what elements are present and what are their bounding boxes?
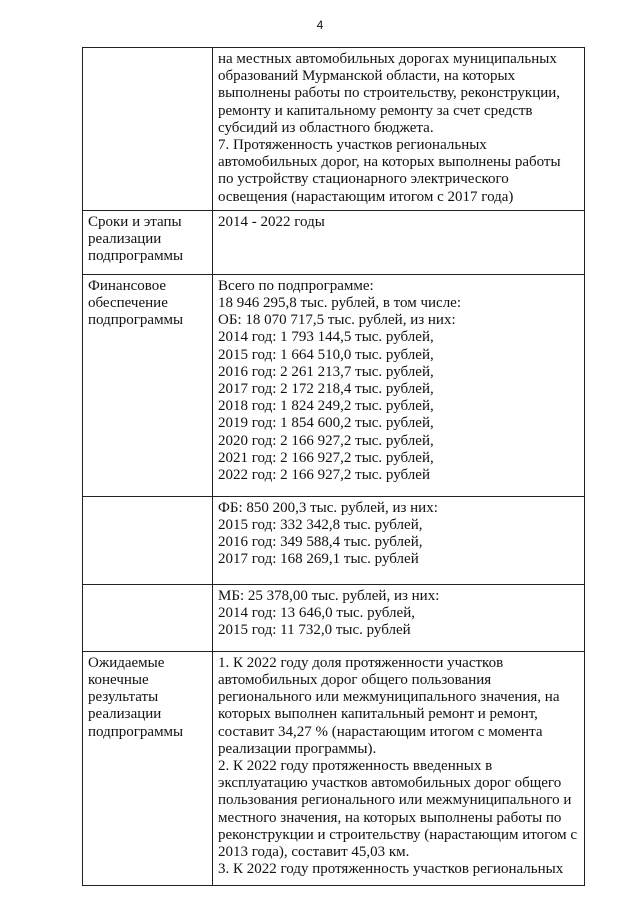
- label-line: реализации: [88, 706, 162, 723]
- row-value-cell: [213, 584, 585, 651]
- text-line: 2016 год: 349 588,4 тыс. рублей,: [218, 534, 423, 551]
- text-line: ОБ: 18 070 717,5 тыс. рублей, из них:: [218, 312, 456, 329]
- table-row: [83, 496, 585, 584]
- subprogram-passport-table: [82, 47, 585, 886]
- text-line: 2015 год: 332 342,8 тыс. рублей,: [218, 517, 423, 534]
- text-line: составит 34,27 % (нарастающим итогом с момента: [218, 723, 543, 740]
- text-line: 2017 год: 168 269,1 тыс. рублей: [218, 551, 419, 568]
- text-line: 2. К 2022 году протяженность введенных в: [218, 758, 493, 775]
- text-line: реконструкции и строительству (нарастающим итогом с: [218, 826, 577, 843]
- text-line: автомобильных дорог, на которых выполнены работы: [218, 154, 561, 171]
- table-row: [83, 274, 585, 496]
- table-row: [83, 48, 585, 211]
- text-line: 3. К 2022 году протяженность участков региональных: [218, 861, 564, 878]
- text-line: местного значения, на которых выполнены работы по: [218, 809, 562, 826]
- text-line: 2013 года), составит 45,03 км.: [218, 844, 410, 861]
- text-line: 2016 год: 2 261 213,7 тыс. рублей,: [218, 363, 434, 380]
- row-value-cell: [213, 496, 585, 584]
- text-line: 2020 год: 2 166 927,2 тыс. рублей,: [218, 432, 434, 449]
- row-label-cell: [83, 496, 213, 584]
- text-line: реализации программы).: [218, 740, 377, 757]
- text-line: МБ: 25 378,00 тыс. рублей, из них:: [218, 587, 440, 604]
- label-line: Финансовое: [88, 277, 167, 294]
- label-line: результаты: [88, 689, 159, 706]
- row-value-cell: [213, 210, 585, 274]
- label-line: Сроки и этапы: [88, 213, 182, 230]
- text-line: 2021 год: 2 166 927,2 тыс. рублей,: [218, 449, 434, 466]
- text-line: 2017 год: 2 172 218,4 тыс. рублей,: [218, 381, 434, 398]
- row-value-cell: [213, 274, 585, 496]
- text-line: освещения (нарастающим итогом с 2017 года): [218, 188, 514, 205]
- text-line: 2015 год: 11 732,0 тыс. рублей: [218, 622, 411, 639]
- page-number: 4: [316, 18, 324, 32]
- row-label-cell: [83, 210, 213, 274]
- text-line: 2014 год: 13 646,0 тыс. рублей,: [218, 605, 415, 622]
- row-value-cell: [213, 48, 585, 211]
- label-line: реализации: [88, 231, 162, 248]
- row-value-cell: [213, 651, 585, 885]
- text-line: эксплуатацию участков автомобильных дорог общего: [218, 775, 562, 792]
- label-line: обеспечение: [88, 295, 168, 312]
- text-line: на местных автомобильных дорогах муниципальных: [218, 51, 557, 67]
- text-line: 2019 год: 1 854 600,2 тыс. рублей,: [218, 415, 434, 432]
- text-line: образований Мурманской области, на которых: [218, 68, 516, 85]
- label-line: конечные: [88, 672, 149, 689]
- text-line: субсидий из областного бюджета.: [218, 119, 434, 136]
- text-line: выполнены работы по строительству, реконструкции,: [218, 85, 561, 102]
- text-line: Всего по подпрограмме:: [218, 277, 374, 294]
- row-label-cell: [83, 274, 213, 496]
- row-label-cell: [83, 651, 213, 885]
- text-line: регионального или межмуниципального значения, на: [218, 689, 560, 706]
- row-label-cell: [83, 584, 213, 651]
- text-line: 2018 год: 1 824 249,2 тыс. рублей,: [218, 398, 434, 415]
- text-line: которых выполнен капитальный ремонт и ремонт,: [218, 706, 538, 723]
- text-line: автомобильных дорог общего пользования: [218, 672, 492, 689]
- text-line: 2022 год: 2 166 927,2 тыс. рублей: [218, 467, 430, 484]
- text-line: ФБ: 850 200,3 тыс. рублей, из них:: [218, 499, 438, 516]
- table-row: [83, 584, 585, 651]
- text-line: 1. К 2022 году доля протяженности участков: [218, 654, 504, 671]
- text-line: 7. Протяженность участков региональных: [218, 137, 487, 154]
- table-row: [83, 651, 585, 885]
- text-line: по устройству стационарного электрического: [218, 171, 509, 188]
- text-line: 2014 год: 1 793 144,5 тыс. рублей,: [218, 329, 434, 346]
- table-row: [83, 210, 585, 274]
- text-line: 2014 - 2022 годы: [218, 213, 325, 230]
- label-line: подпрограммы: [88, 723, 184, 740]
- label-line: подпрограммы: [88, 248, 184, 265]
- label-line: Ожидаемые: [88, 654, 165, 671]
- label-line: подпрограммы: [88, 312, 184, 329]
- text-line: пользования регионального или межмуниципального и: [218, 792, 572, 809]
- text-line: 18 946 295,8 тыс. рублей, в том числе:: [218, 295, 462, 312]
- row-label-cell: [83, 48, 213, 211]
- text-line: 2015 год: 1 664 510,0 тыс. рублей,: [218, 346, 434, 363]
- text-line: ремонту и капитальному ремонту за счет средств: [218, 102, 533, 119]
